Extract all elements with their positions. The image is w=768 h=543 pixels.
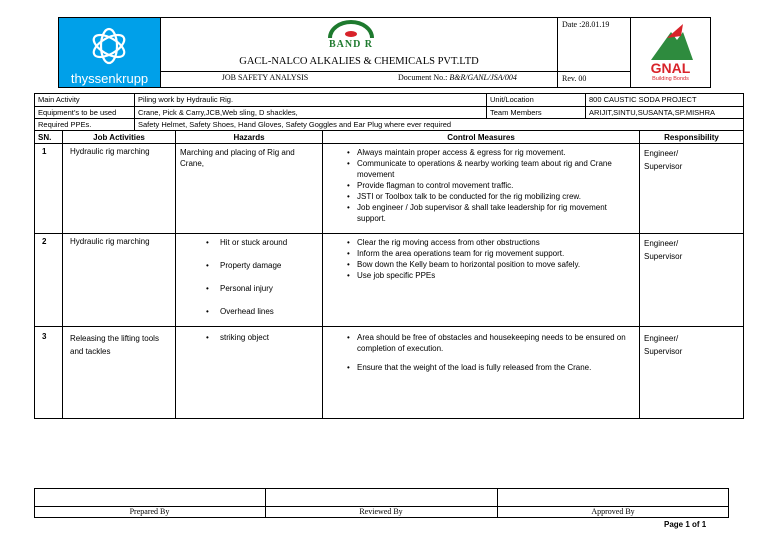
- document-number: [398, 73, 558, 82]
- table-row-2-responsibility: Engineer/ Supervisor: [644, 239, 683, 261]
- main-activity-label: Main Activity: [38, 95, 80, 104]
- gnal-emblem-icon: [631, 18, 710, 64]
- control-measure-item: • Clear the rig moving access from other obstructions: [345, 237, 635, 248]
- table-row-1-controls: [345, 147, 635, 224]
- control-measure-item: • Use job specific PPEs: [345, 270, 635, 281]
- table-row-3-responsibility: Engineer/ Supervisor: [644, 334, 683, 356]
- gnal-wordmark: GNAL: [650, 60, 691, 76]
- control-measure-item: • Inform the area operations team for rig movement support.: [345, 248, 635, 259]
- control-measure-item: • Provide flagman to control movement traffic.: [345, 180, 635, 191]
- revision: Rev. 00: [562, 74, 587, 83]
- control-measure-item: • JSTI or Toolbox talk to be conducted for the rig mobilizing crew.: [345, 191, 635, 202]
- thyssenkrupp-wordmark: thyssenkrupp: [70, 71, 149, 86]
- hazard-item: • Property damage: [202, 260, 320, 271]
- table-row-2-controls: [345, 237, 635, 281]
- doc-type: JOB SAFETY ANALYSIS: [221, 73, 309, 82]
- thyssenkrupp-emblem-icon: [59, 18, 160, 74]
- document-number-label: Document No.:: [398, 73, 448, 82]
- ppe-label: Required PPEs.: [38, 120, 92, 129]
- equipment-value: Crane, Pick & Carry,JCB,Web sling, D shackles,: [138, 108, 298, 117]
- control-measure-item: • Bow down the Kelly beam to horizontal position to move safely.: [345, 259, 635, 270]
- table-row-3-controls: [345, 332, 635, 373]
- table-row-1-hazards: Marching and placing of Rig and Crane,: [180, 148, 295, 168]
- band-r-wordmark: BAND R: [328, 39, 374, 50]
- table-row-3-sn: 3: [42, 332, 47, 341]
- main-activity-value: Piling work by Hydraulic Rig.: [138, 95, 234, 104]
- date: Date :28.01.19: [562, 20, 610, 29]
- table-row-2-hazards: [202, 237, 320, 329]
- document-number-value: B&R/GANL/JSA/004: [449, 73, 517, 82]
- column-header-control-measures: Control Measures: [447, 133, 515, 142]
- control-measure-item: • Ensure that the weight of the load is fully released from the Crane.: [345, 362, 635, 373]
- team-value: ARIJIT,SINTU,SUSANTA,SP.MISHRA: [589, 108, 715, 117]
- column-header-job-activities: Job Activities: [93, 133, 145, 142]
- table-row-1-activity: Hydraulic rig marching: [70, 147, 150, 156]
- table-row-1-responsibility: Engineer/ Supervisor: [644, 149, 683, 171]
- reviewed-by-label: Reviewed By: [359, 507, 403, 516]
- table-row-2-sn: 2: [42, 237, 47, 246]
- hazard-item: • Personal injury: [202, 283, 320, 294]
- team-label: Team Members: [490, 108, 542, 117]
- page-number: Page 1 of 1: [664, 520, 707, 529]
- table-row-2-activity: Hydraulic rig marching: [70, 237, 150, 246]
- control-measure-item: • Area should be free of obstacles and housekeeping needs to be ensured on completion of execution.: [345, 332, 635, 354]
- table-row-3-hazards: [202, 332, 320, 355]
- gnal-tagline: Building Bonds: [652, 76, 689, 82]
- hazard-item: • Overhead lines: [202, 306, 320, 317]
- company-name: GACL-NALCO ALKALIES & CHEMICALS PVT.LTD: [239, 56, 479, 67]
- thyssenkrupp-logo: [59, 18, 160, 87]
- column-header-sn: SN.: [38, 133, 52, 142]
- column-header-hazards: Hazards: [233, 133, 265, 142]
- hazard-item: • Hit or stuck around: [202, 237, 320, 248]
- hazard-item: • striking object: [202, 332, 320, 343]
- gnal-logo: [631, 18, 710, 87]
- control-measure-item: • Job engineer / Job supervisor & shall take leadership for rig movement support.: [345, 202, 635, 224]
- ppe-value: Safety Helmet, Safety Shoes, Hand Gloves, Safety Goggles and Ear Plug where ever required: [138, 120, 452, 129]
- table-row-3-activity: Releasing the lifting tools and tackles: [70, 334, 159, 356]
- equipment-label: Equipment’s to be used: [38, 108, 117, 117]
- unit-label: Unit/Location: [490, 95, 534, 104]
- band-r-logo: [316, 20, 386, 54]
- control-measure-item: • Communicate to operations & nearby working team about rig and Crane movement: [345, 158, 635, 180]
- control-measure-item: • Always maintain proper access & egress for rig movement.: [345, 147, 635, 158]
- unit-value: 800 CAUSTIC SODA PROJECT: [589, 95, 697, 104]
- prepared-by-label: Prepared By: [129, 507, 170, 516]
- band-r-emblem-icon: [316, 20, 386, 40]
- table-row-1-sn: 1: [42, 147, 47, 156]
- column-header-responsibility: Responsibility: [664, 133, 719, 142]
- approved-by-label: Approved By: [591, 507, 635, 516]
